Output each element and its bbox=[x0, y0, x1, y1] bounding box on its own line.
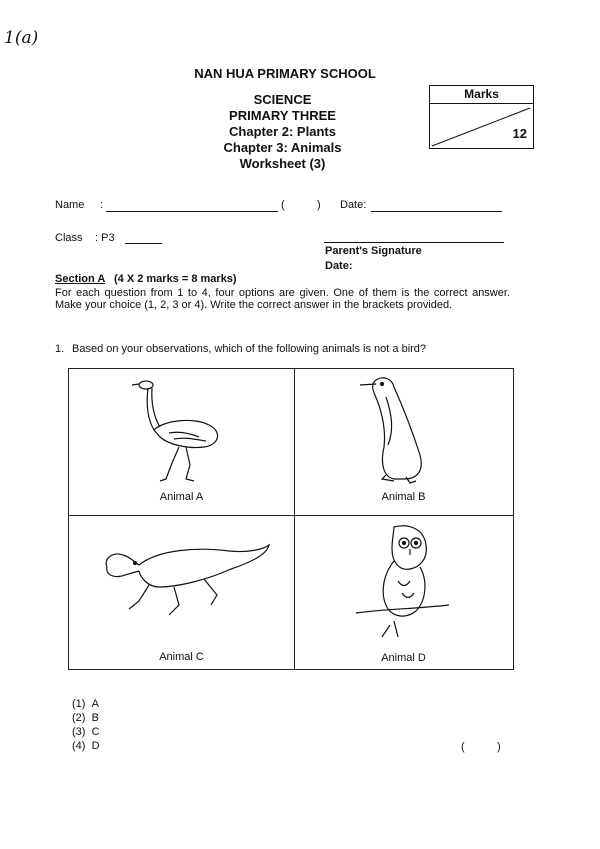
marks-label: Marks bbox=[430, 86, 533, 104]
marks-total: 12 bbox=[512, 126, 527, 141]
answer-bracket-close: ) bbox=[497, 741, 501, 753]
answer-field[interactable] bbox=[470, 740, 496, 754]
parent-signature-line[interactable] bbox=[324, 242, 504, 243]
option-1-value: A bbox=[91, 698, 99, 710]
name-field[interactable] bbox=[106, 211, 278, 212]
owl-illustration bbox=[354, 521, 454, 641]
class-field[interactable] bbox=[125, 243, 162, 244]
animal-c-label: Animal C bbox=[159, 651, 204, 663]
corner-note: 1(a) bbox=[4, 28, 39, 48]
option-2-num: (2) bbox=[72, 712, 86, 724]
class-label: Class bbox=[55, 232, 83, 244]
date-field[interactable] bbox=[371, 211, 502, 212]
option-4-value: D bbox=[91, 740, 100, 752]
register-paren-open: ( bbox=[281, 199, 285, 211]
answer-bracket-open: ( bbox=[461, 741, 465, 753]
platypus-illustration bbox=[99, 529, 274, 629]
option-3[interactable] bbox=[72, 725, 100, 739]
ostrich-illustration bbox=[124, 375, 234, 487]
animal-b-label: Animal B bbox=[381, 491, 426, 503]
question-number: 1. bbox=[55, 343, 65, 355]
section-heading bbox=[55, 273, 237, 285]
section-instructions: For each question from 1 to 4, four options are given. One of them is the correct answer. Make your choice (1, 2, 3 or 4). Write the correct answer in the brackets provided. bbox=[55, 287, 510, 311]
grid-vertical-divider bbox=[294, 369, 295, 669]
date-label: Date: bbox=[340, 199, 367, 211]
option-2[interactable] bbox=[72, 711, 100, 725]
animal-d-label: Animal D bbox=[381, 652, 426, 664]
school-name: NAN HUA PRIMARY SCHOOL bbox=[194, 66, 376, 81]
parent-signature-label: Parent's Signature bbox=[325, 245, 422, 257]
penguin-illustration bbox=[354, 375, 454, 487]
option-4-num: (4) bbox=[72, 740, 86, 752]
answer-options bbox=[72, 697, 100, 753]
animal-a-label: Animal A bbox=[159, 491, 204, 503]
option-1[interactable] bbox=[72, 697, 100, 711]
option-3-value: C bbox=[91, 726, 100, 738]
class-value: : P3 bbox=[95, 232, 115, 244]
option-2-value: B bbox=[91, 712, 99, 724]
option-4[interactable] bbox=[72, 739, 100, 753]
animal-grid bbox=[68, 368, 514, 670]
register-paren-close: ) bbox=[317, 199, 321, 211]
name-label: Name bbox=[55, 199, 85, 211]
grid-horizontal-divider bbox=[69, 515, 513, 516]
question-text: Based on your observations, which of the following animals is not a bird? bbox=[72, 343, 427, 355]
name-colon: : bbox=[100, 199, 104, 211]
option-1-num: (1) bbox=[72, 698, 86, 710]
section-title: Section A bbox=[55, 273, 105, 285]
section-marks: (4 X 2 marks = 8 marks) bbox=[113, 273, 237, 285]
parent-date-label: Date: bbox=[325, 260, 353, 272]
level: PRIMARY THREE bbox=[229, 108, 336, 123]
option-3-num: (3) bbox=[72, 726, 86, 738]
marks-box bbox=[429, 85, 534, 149]
chapter-3: Chapter 3: Animals bbox=[223, 140, 342, 155]
chapter-2: Chapter 2: Plants bbox=[229, 124, 336, 139]
worksheet-title: Worksheet (3) bbox=[239, 156, 326, 171]
subject: SCIENCE bbox=[253, 92, 312, 107]
title-block bbox=[180, 92, 385, 172]
